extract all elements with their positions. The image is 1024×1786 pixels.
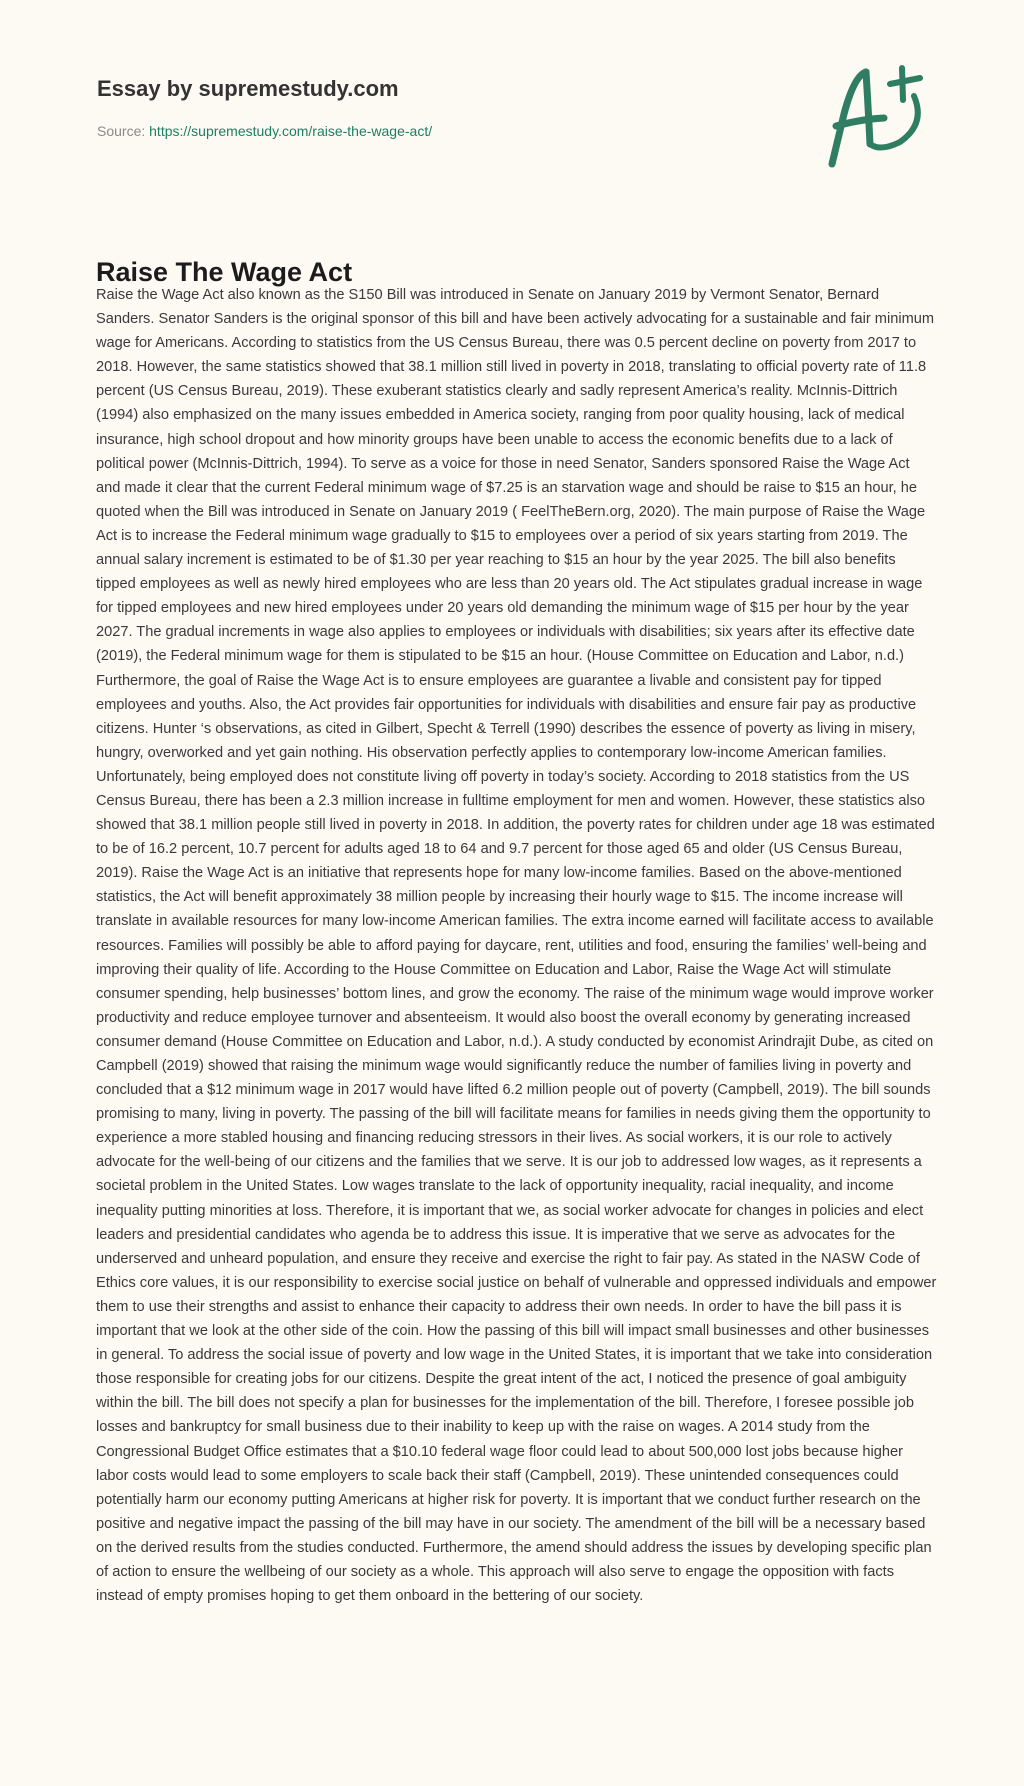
source-line xyxy=(97,123,432,139)
a-plus-grade-icon xyxy=(822,44,942,168)
site-title: Essay by supremestudy.com xyxy=(97,76,399,101)
page-header xyxy=(0,0,1024,250)
essay-title: Raise The Wage Act xyxy=(96,257,353,287)
source-label: Source: xyxy=(97,123,150,139)
source-link[interactable]: https://supremestudy.com/raise-the-wage-act/ xyxy=(149,123,433,139)
essay-body: Raise the Wage Act also known as the S150 Bill was introduced in Senate on January 2019 by Vermont Senator, Bernard Sanders. Senator Sanders is the original sponsor of this bill and have been actively advocating for a sustainable and fair minimum wage for Americans. According to statistics from the US Census Bureau, there was 0.5 percent decline on poverty from 2017 to 2018. However, the same statistics showed that 38.1 million still lived in poverty in 2018, translating to official poverty rate of 11.8 percent (US Census Bureau, 2019). These exuberant statistics clearly and sadly represent America’s reality. McInnis-Dittrich (1994) also emphasized on the many issues embedded in America society, ranging from poor quality housing, lack of medical insurance, high school dropout and how minority groups have been unable to access the economic benefits due to a lack of political power (McInnis-Dittrich, 1994). To serve as a voice for those in need Senator, Sanders sponsored Raise the Wage Act and made it clear that the current Federal minimum wage of $7.25 is an starvation wage and should be raise to $15 an hour, he quoted when the Bill was introduced in Senate on January 2019 ( FeelTheBern.org, 2020). The main purpose of Raise the Wage Act is to increase the Federal minimum wage gradually to $15 to employees over a period of six years starting from 2019. The annual salary increment is estimated to be of $1.30 per year reaching to $15 an hour by the year 2025. The bill also benefits tipped employees as well as newly hired employees who are less than 20 years old. The Act stipulates gradual increase in wage for tipped employees and new hired employees under 20 years old demanding the minimum wage of $15 per hour by the year 2027. The gradual increments in wage also applies to employees or individuals with disabilities; six years after its effective date (2019), the Federal minimum wage for them is stipulated to be $15 an hour. (House Committee on Education and Labor, n.d.) Furthermore, the goal of Raise the Wage Act is to ensure employees are guarantee a livable and consistent pay for tipped employees and youths. Also, the Act provides fair opportunities for individuals with disabilities and ensure fair pay as productive citizens. Hunter ‘s observations, as cited in Gilbert, Specht & Terrell (1990) describes the essence of poverty as living in misery, hungry, overworked and yet gain nothing. His observation perfectly applies to contemporary low-income American families. Unfortunately, being employed does not constitute living off poverty in today’s society. According to 2018 statistics from the US Census Bureau, there has been a 2.3 million increase in fulltime employment for men and women. However, these statistics also showed that 38.1 million people still lived in poverty in 2018. In addition, the poverty rates for children under age 18 was estimated to be of 16.2 percent, 10.7 percent for adults aged 18 to 64 and 9.7 percent for those aged 65 and older (US Census Bureau, 2019). Raise the Wage Act is an initiative that represents hope for many low-income families. Based on the above-mentioned statistics, the Act will benefit approximately 38 million people by increasing their hourly wage to $15. The income increase will translate in available resources for many low-income American families. The extra income earned will facilitate access to available resources. Families will possibly be able to afford paying for daycare, rent, utilities and food, ensuring the families’ well-being and improving their quality of life. According to the House Committee on Education and Labor, Raise the Wage Act will stimulate consumer spending, help businesses’ bottom lines, and grow the economy. The raise of the minimum wage would improve worker productivity and reduce employee turnover and absenteeism. It would also boost the overall economy by generating increased consumer demand (House Committee on Education and Labor, n.d.). A study conducted by economist Arindrajit Dube, as cited on Campbell (2019) showed that raising the minimum wage would significantly reduce the number of families living in poverty and concluded that a $12 minimum wage in 2017 would have lifted 6.2 million people out of poverty (Campbell, 2019). The bill sounds promising to many, living in poverty. The passing of the bill will facilitate means for families in needs giving them the opportunity to experience a more stabled housing and financing reducing stressors in their lives. As social workers, it is our role to actively advocate for the well-being of our citizens and the families that we serve. It is our job to addressed low wages, as it represents a societal problem in the United States. Low wages translate to the lack of opportunity inequality, racial inequality, and income inequality putting minorities at loss. Therefore, it is important that we, as social worker advocate for changes in policies and elect leaders and presidential candidates who agenda be to address this issue. It is imperative that we serve as advocates for the underserved and unheard population, and ensure they receive and exercise the right to fair pay. As stated in the NASW Code of Ethics core values, it is our responsibility to exercise social justice on behalf of vulnerable and oppressed individuals and empower them to use their strengths and assist to enhance their capacity to address their own needs. In order to have the bill pass it is important that we look at the other side of the coin. How the passing of this bill will impact small businesses and other businesses in general. To address the social issue of poverty and low wage in the United States, it is important that we take into consideration those responsible for creating jobs for our citizens. Despite the great intent of the act, I noticed the presence of goal ambiguity within the bill. The bill does not specify a plan for businesses for the implementation of the bill. Therefore, I foresee possible job losses and bankruptcy for small business due to their inability to keep up with the raise on wages. A 2014 study from the Congressional Budget Office estimates that a $10.10 federal wage floor could lead to about 500,000 lost jobs because higher labor costs would lead to some employers to scale back their staff (Campbell, 2019). These unintended consequences could potentially harm our economy putting Americans at higher risk for poverty. It is important that we conduct further research on the positive and negative impact the passing of the bill may have in our society. The amendment of the bill will be a necessary based on the derived results from the studies conducted. Furthermore, the amend should address the issues by developing specific plan of action to ensure the wellbeing of our society as a whole. This approach will also serve to engage the opposition with facts instead of empty promises hoping to get them onboard in the bettering of our society. xyxy=(96,287,937,1605)
